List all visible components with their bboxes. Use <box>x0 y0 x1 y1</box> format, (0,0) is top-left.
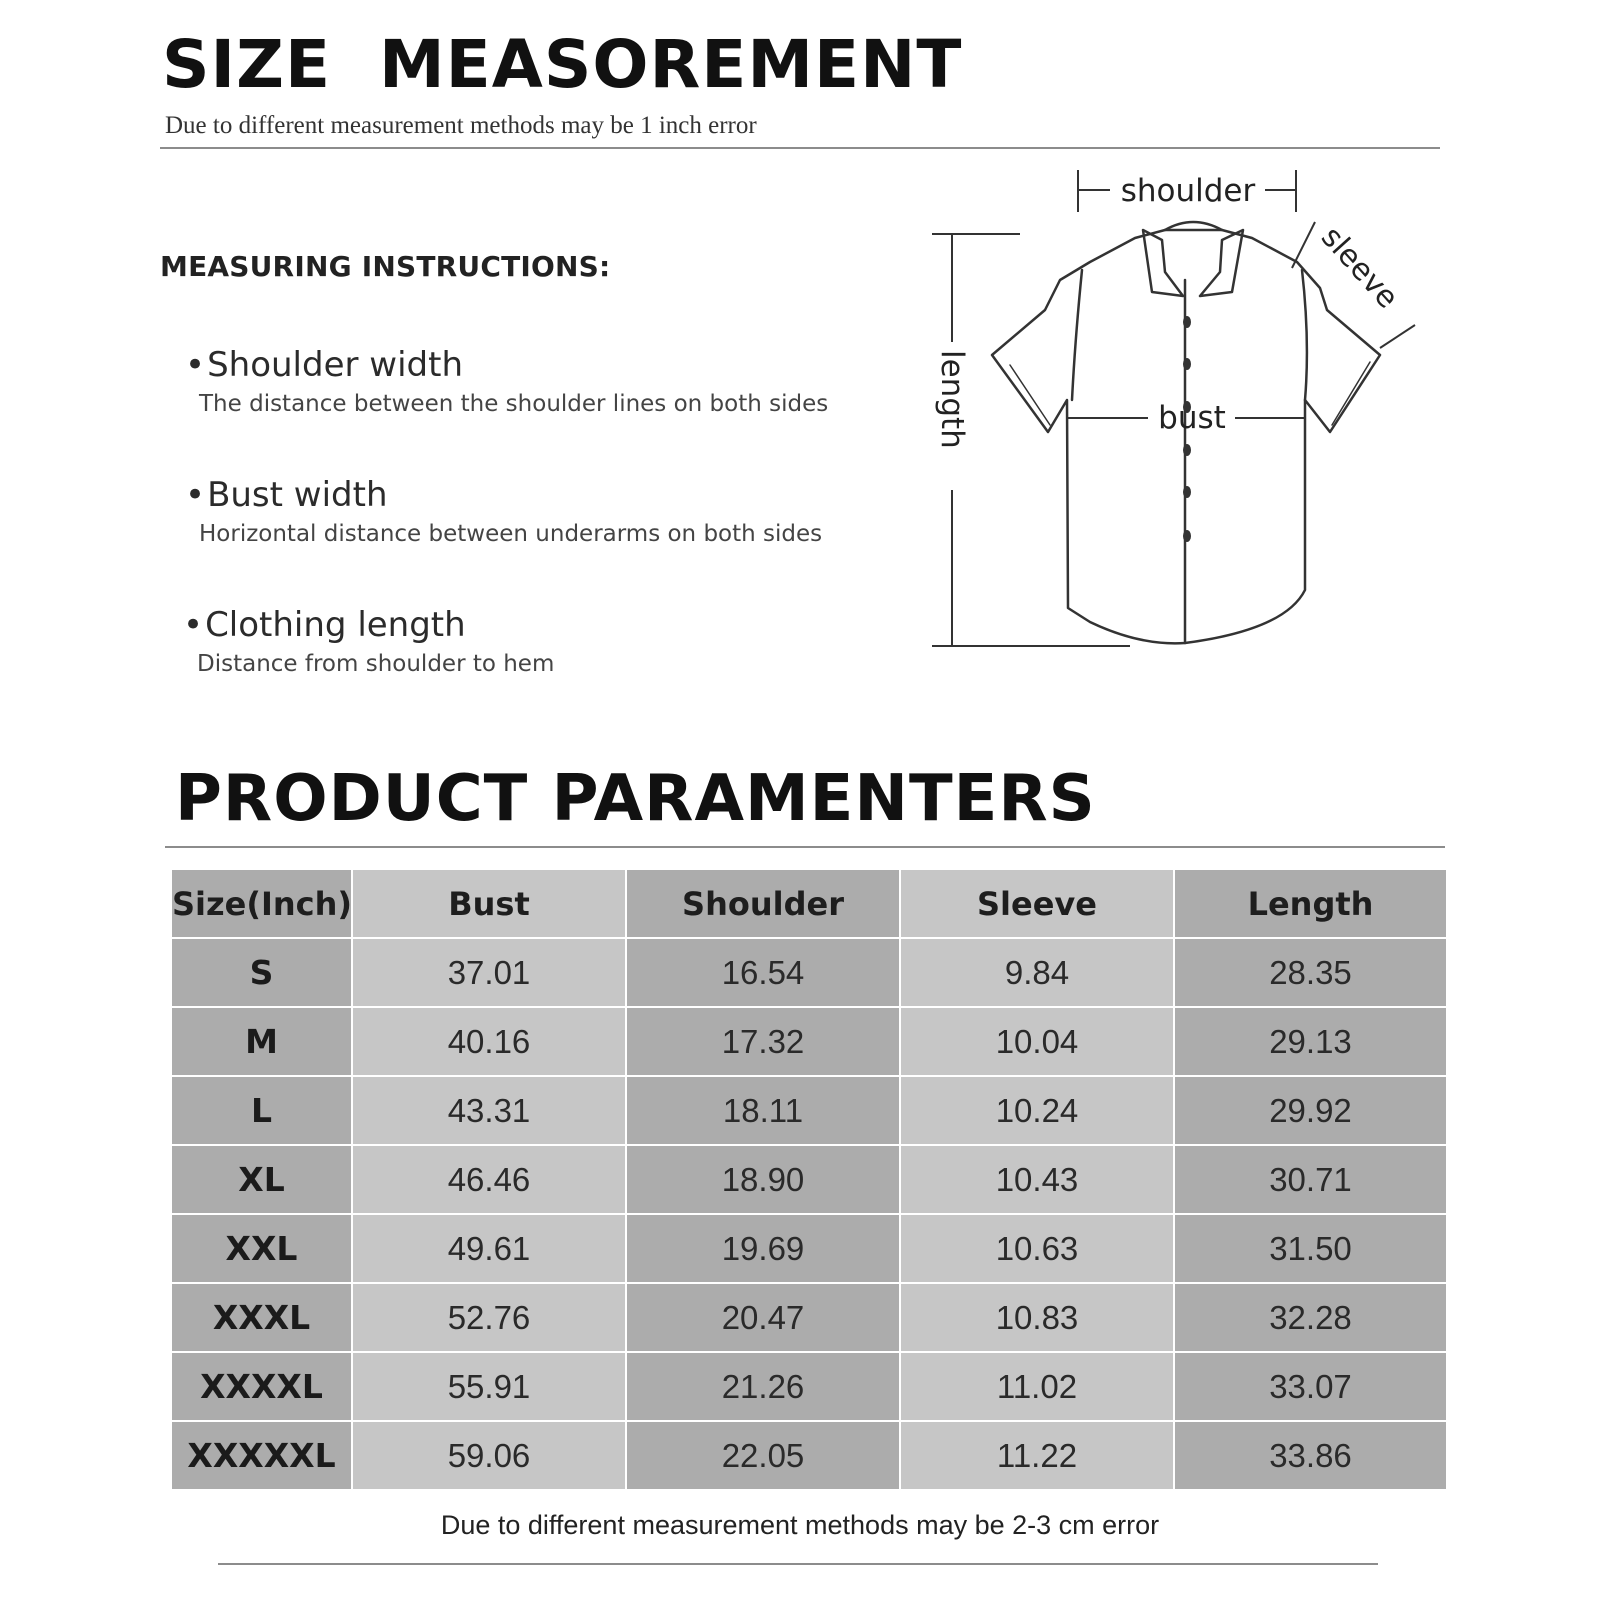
cell-sleeve: 10.83 <box>900 1283 1174 1352</box>
cell-sleeve: 10.04 <box>900 1007 1174 1076</box>
cell-bust: 37.01 <box>352 938 626 1007</box>
shirt-measurement-diagram <box>900 160 1460 680</box>
table-body <box>171 938 1447 1490</box>
table-footnote: Due to different measurement methods may be 2-3 cm error <box>440 1510 1160 1540</box>
cell-length: 33.86 <box>1174 1421 1447 1490</box>
cell-bust: 52.76 <box>352 1283 626 1352</box>
cell-length: 33.07 <box>1174 1352 1447 1421</box>
cell-shoulder: 16.54 <box>626 938 900 1007</box>
cell-length: 32.28 <box>1174 1283 1447 1352</box>
length-label: length <box>934 350 970 449</box>
table-row <box>171 1352 1447 1421</box>
header-divider <box>160 147 1440 149</box>
shoulder-label: shoulder <box>1120 173 1256 209</box>
cell-shoulder: 22.05 <box>626 1421 900 1490</box>
page-subtitle: Due to different measurement methods may be 1 inch error <box>165 112 757 139</box>
header-shoulder: Shoulder <box>626 869 900 938</box>
table-row <box>171 1076 1447 1145</box>
cell-shoulder: 19.69 <box>626 1214 900 1283</box>
size-table <box>170 868 1448 1491</box>
instruction-name: • Clothing length <box>183 605 554 645</box>
cell-size: XL <box>171 1145 352 1214</box>
cell-shoulder: 18.11 <box>626 1076 900 1145</box>
cell-shoulder: 20.47 <box>626 1283 900 1352</box>
table-row <box>171 1007 1447 1076</box>
cell-size: XXXL <box>171 1283 352 1352</box>
cell-sleeve: 11.22 <box>900 1421 1174 1490</box>
cell-size: XXXXXL <box>171 1421 352 1490</box>
instruction-desc: The distance between the shoulder lines on both sides <box>199 391 829 417</box>
params-title: PRODUCT PARAMENTERS <box>175 762 1096 836</box>
cell-shoulder: 21.26 <box>626 1352 900 1421</box>
table-row <box>171 1421 1447 1490</box>
cell-sleeve: 10.63 <box>900 1214 1174 1283</box>
instruction-desc: Horizontal distance between underarms on both sides <box>199 521 823 547</box>
table-row <box>171 1214 1447 1283</box>
cell-length: 28.35 <box>1174 938 1447 1007</box>
instruction-name: • Shoulder width <box>185 345 828 385</box>
cell-length: 29.92 <box>1174 1076 1447 1145</box>
instruction-length <box>183 605 554 677</box>
cell-sleeve: 9.84 <box>900 938 1174 1007</box>
table-header-row <box>171 869 1447 938</box>
instructions-heading: MEASURING INSTRUCTIONS: <box>160 250 611 283</box>
sleeve-label: sleeve <box>1314 219 1406 316</box>
table-row <box>171 938 1447 1007</box>
instruction-bust <box>185 475 822 547</box>
cell-bust: 46.46 <box>352 1145 626 1214</box>
cell-size: XXL <box>171 1214 352 1283</box>
header-size: Size(Inch) <box>171 869 352 938</box>
cell-bust: 59.06 <box>352 1421 626 1490</box>
table-row <box>171 1283 1447 1352</box>
cell-shoulder: 17.32 <box>626 1007 900 1076</box>
table-row <box>171 1145 1447 1214</box>
cell-sleeve: 10.24 <box>900 1076 1174 1145</box>
cell-length: 29.13 <box>1174 1007 1447 1076</box>
cell-length: 30.71 <box>1174 1145 1447 1214</box>
params-divider <box>165 846 1445 848</box>
cell-shoulder: 18.90 <box>626 1145 900 1214</box>
bust-label: bust <box>1158 400 1226 436</box>
cell-sleeve: 10.43 <box>900 1145 1174 1214</box>
page-title: SIZE MEASOREMENT <box>162 26 963 103</box>
cell-size: L <box>171 1076 352 1145</box>
header-bust: Bust <box>352 869 626 938</box>
cell-bust: 49.61 <box>352 1214 626 1283</box>
cell-size: XXXXL <box>171 1352 352 1421</box>
instruction-shoulder <box>185 345 828 417</box>
cell-bust: 40.16 <box>352 1007 626 1076</box>
cell-sleeve: 11.02 <box>900 1352 1174 1421</box>
instruction-name: • Bust width <box>185 475 822 515</box>
footer-divider <box>218 1563 1378 1565</box>
cell-size: S <box>171 938 352 1007</box>
cell-bust: 55.91 <box>352 1352 626 1421</box>
header-sleeve: Sleeve <box>900 869 1174 938</box>
cell-size: M <box>171 1007 352 1076</box>
cell-bust: 43.31 <box>352 1076 626 1145</box>
instruction-desc: Distance from shoulder to hem <box>197 651 555 677</box>
header-length: Length <box>1174 869 1447 938</box>
cell-length: 31.50 <box>1174 1214 1447 1283</box>
